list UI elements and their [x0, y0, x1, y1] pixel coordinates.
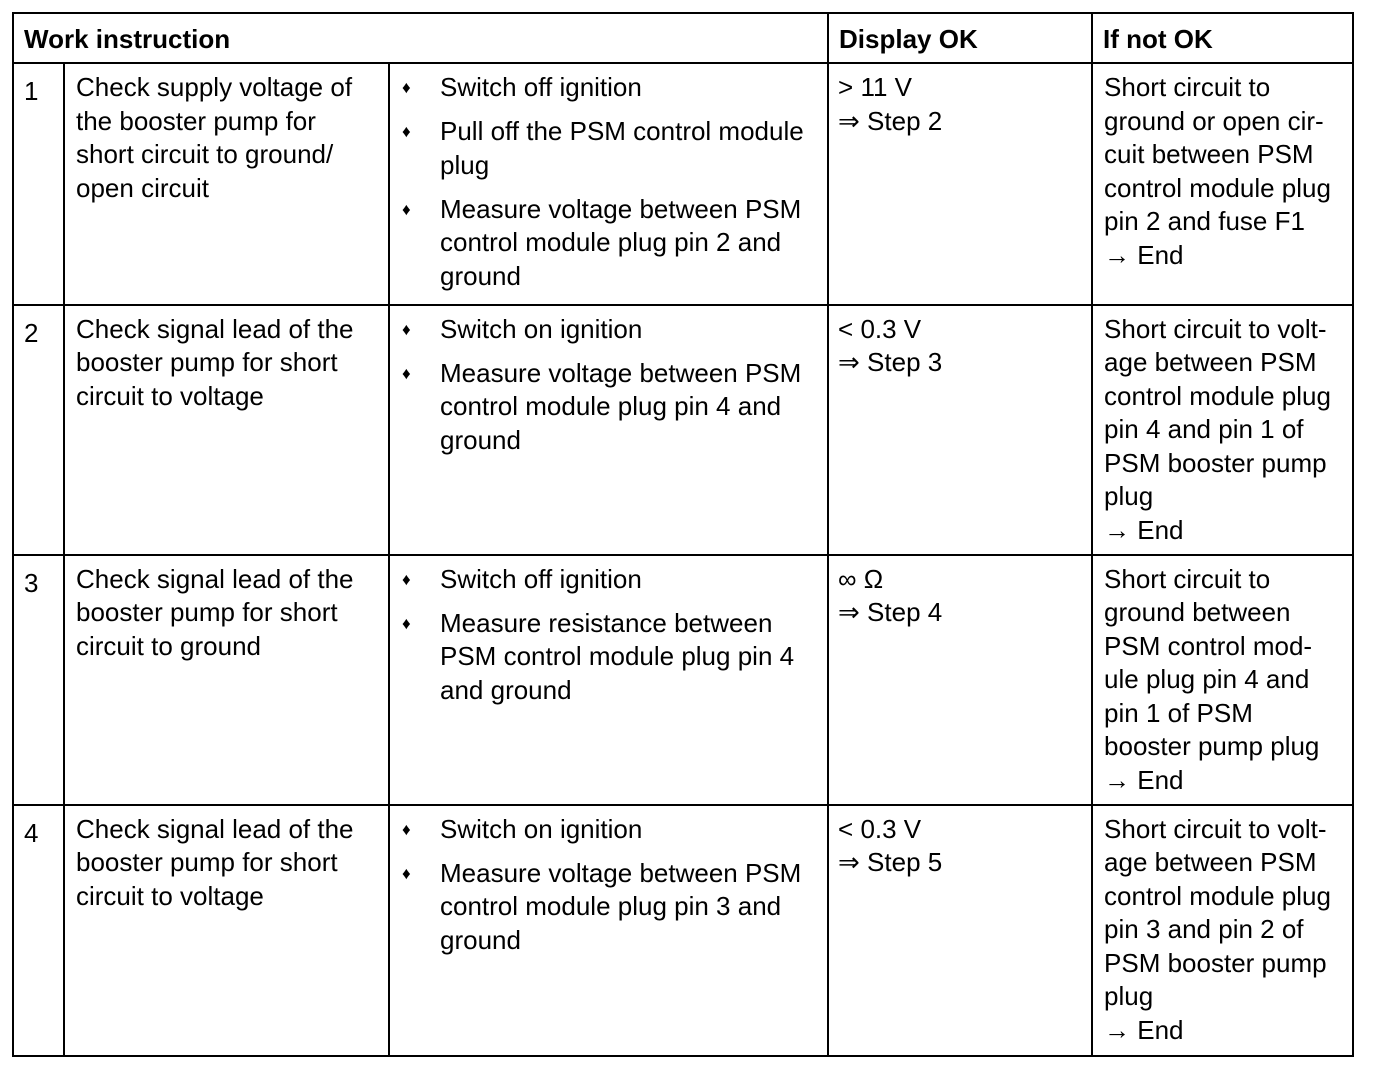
diamond-bullet-icon: ♦: [402, 613, 411, 633]
diamond-bullet-icon: ♦: [402, 78, 411, 97]
display-value: ∞ Ω: [838, 563, 884, 594]
work-instruction-table: [12, 12, 1354, 1057]
action-item: [402, 193, 817, 294]
if-not-ok-cell: [1092, 805, 1353, 1056]
if-not-ok-text: Short circuit to ground between PSM control mod- ule plug pin 4 and pin 1 of PSM booster pump plug: [1104, 563, 1320, 761]
step-actions: [389, 555, 828, 805]
table-row: [13, 63, 1353, 305]
step-actions: [389, 805, 828, 1056]
diamond-bullet-icon: ♦: [402, 363, 411, 383]
step-number: 4: [13, 805, 64, 1056]
display-ok-cell: [828, 305, 1092, 555]
if-not-ok-text: Short circuit to volt- age between PSM control module plug pin 3 and pin 2 of PSM booster pump plug: [1104, 813, 1331, 1011]
if-not-ok-end: → End: [1104, 514, 1184, 545]
action-item: [402, 115, 817, 182]
action-text: Switch on ignition: [440, 813, 643, 844]
diamond-bullet-icon: ♦: [402, 863, 411, 883]
step-actions: [389, 63, 828, 305]
action-text: Measure voltage between PSM control module plug pin 4 and ground: [440, 357, 802, 455]
diamond-bullet-icon: ♦: [402, 199, 411, 219]
step-number: 2: [13, 305, 64, 555]
if-not-ok-text: Short circuit to volt- age between PSM control module plug pin 4 and pin 1 of PSM booster pump plug: [1104, 313, 1331, 511]
action-item: [402, 857, 817, 958]
action-text: Measure resistance between PSM control module plug pin 4 and ground: [440, 607, 795, 705]
action-item: [402, 357, 817, 458]
display-value: < 0.3 V: [838, 813, 922, 844]
step-actions: [389, 305, 828, 555]
if-not-ok-end: → End: [1104, 1014, 1184, 1045]
display-next-step: ⇒ Step 4: [838, 597, 943, 627]
diamond-bullet-icon: ♦: [402, 819, 411, 839]
step-title: Check signal lead of the booster pump for short circuit to voltage: [64, 805, 389, 1056]
display-ok-cell: [828, 555, 1092, 805]
step-number: 3: [13, 555, 64, 805]
action-item: [402, 313, 817, 347]
header-work-instruction: Work instruction: [13, 13, 828, 63]
header-display-ok: Display OK: [828, 13, 1092, 63]
action-item: [402, 607, 817, 708]
display-ok-cell: [828, 805, 1092, 1056]
if-not-ok-text: Short circuit to ground or open cir- cuit between PSM control module plug pin 2 and fuse F1: [1104, 72, 1331, 236]
if-not-ok-cell: [1092, 305, 1353, 555]
action-item: [402, 71, 817, 105]
display-next-step: ⇒ Step 2: [838, 105, 943, 136]
display-next-step: ⇒ Step 3: [838, 347, 943, 377]
if-not-ok-end: → End: [1104, 239, 1184, 270]
diamond-bullet-icon: ♦: [402, 122, 411, 141]
step-title: Check signal lead of the booster pump for short circuit to ground: [64, 555, 389, 805]
step-title: Check signal lead of the booster pump for short circuit to voltage: [64, 305, 389, 555]
step-number: 1: [13, 63, 64, 305]
action-text: Switch on ignition: [440, 313, 643, 344]
table-row: [13, 805, 1353, 1056]
display-value: > 11 V: [838, 72, 912, 102]
action-text: Measure voltage between PSM control module plug pin 2 and ground: [440, 193, 802, 291]
diamond-bullet-icon: ♦: [402, 319, 411, 339]
if-not-ok-cell: [1092, 63, 1353, 305]
table-row: [13, 305, 1353, 555]
action-text: Measure voltage between PSM control module plug pin 3 and ground: [440, 857, 802, 955]
action-text: Pull off the PSM control module plug: [440, 116, 804, 180]
action-item: [402, 813, 817, 847]
action-item: [402, 563, 817, 597]
if-not-ok-end: → End: [1104, 764, 1184, 795]
step-title: Check supply voltage of the booster pump for short circuit to ground/ open circuit: [64, 63, 389, 305]
table-row: [13, 555, 1353, 805]
display-value: < 0.3 V: [838, 313, 922, 344]
display-next-step: ⇒ Step 5: [838, 847, 943, 877]
header-row: [13, 13, 1353, 63]
if-not-ok-cell: [1092, 555, 1353, 805]
header-if-not-ok: If not OK: [1092, 13, 1353, 63]
diamond-bullet-icon: ♦: [402, 569, 411, 589]
action-text: Switch off ignition: [440, 563, 642, 594]
display-ok-cell: [828, 63, 1092, 305]
action-text: Switch off ignition: [440, 72, 642, 102]
